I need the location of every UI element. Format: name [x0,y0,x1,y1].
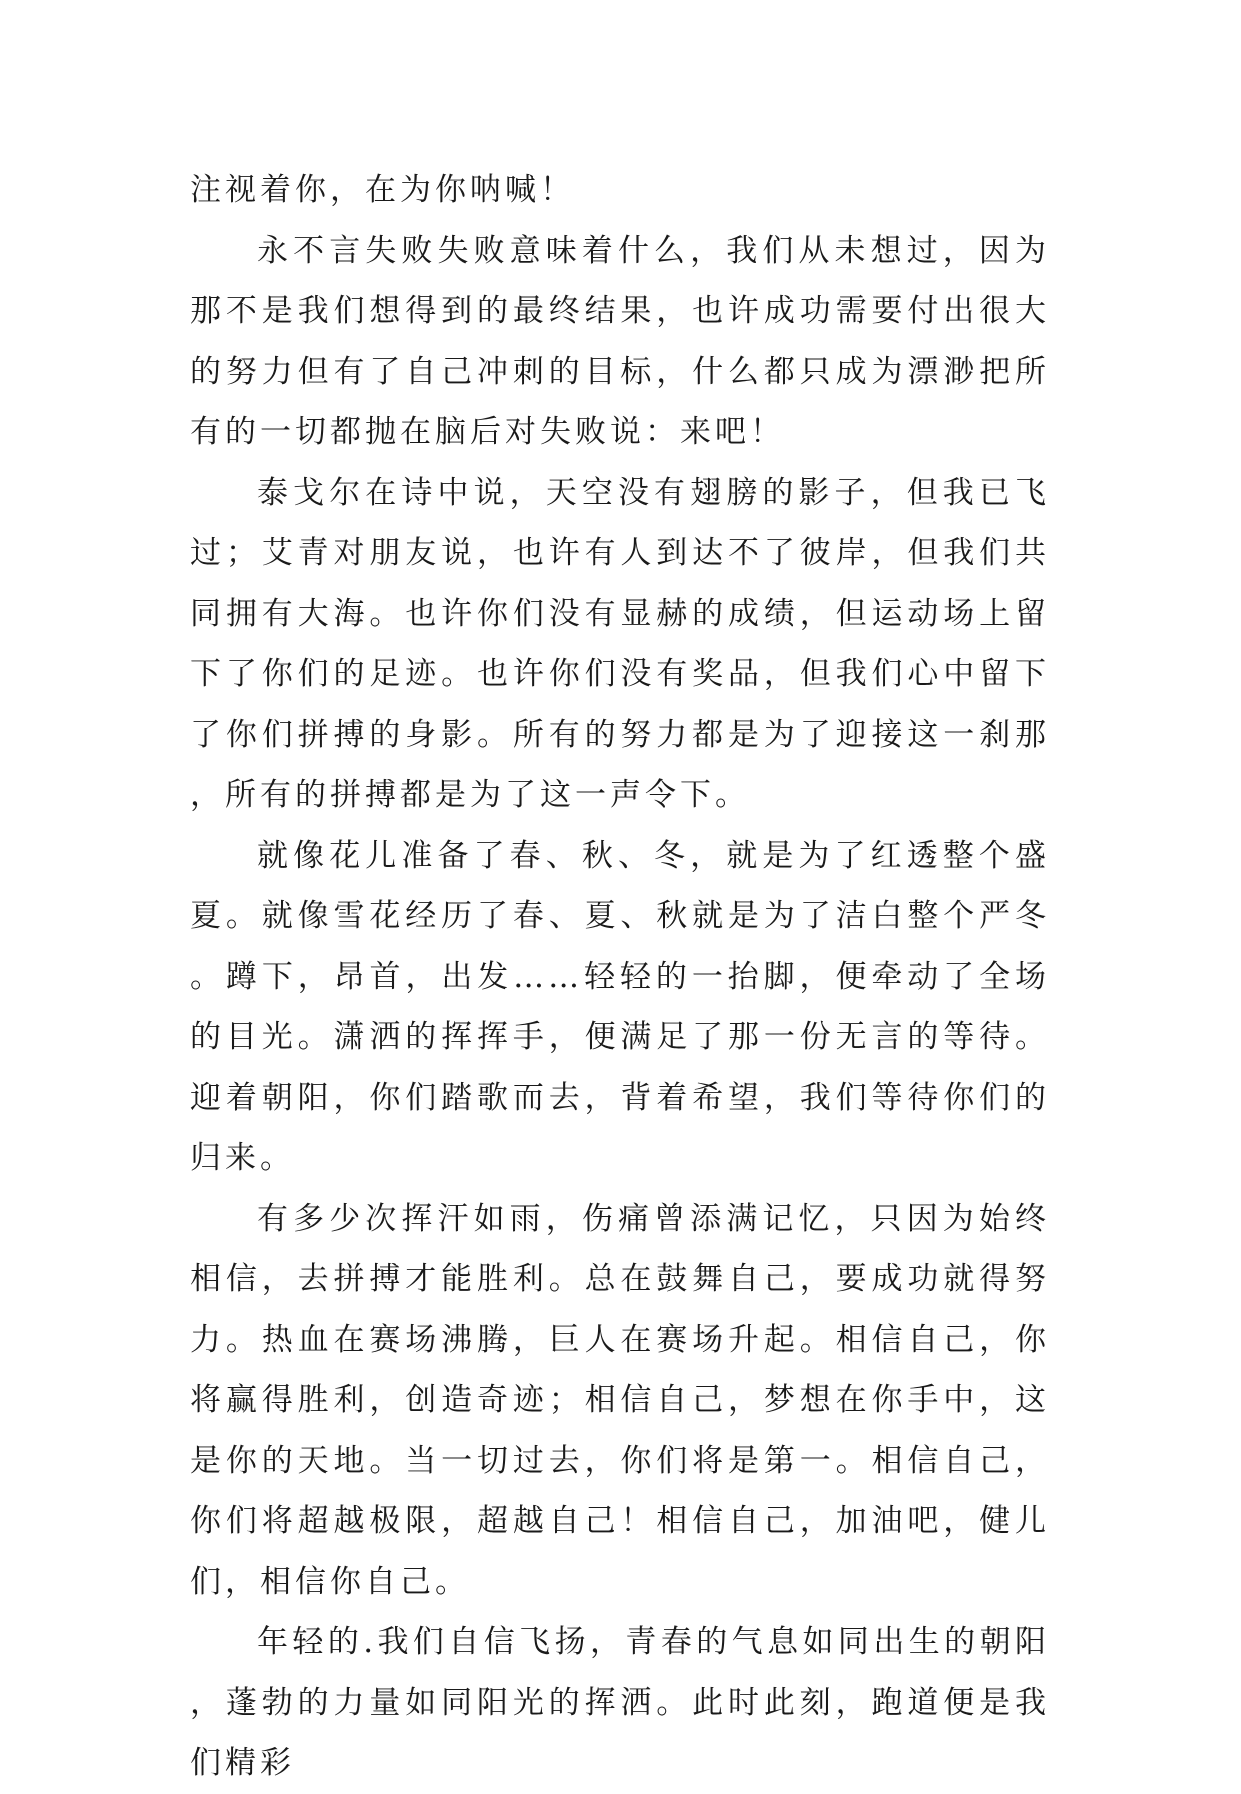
paragraph-1: 注视着你，在为你呐喊！ [190,172,575,208]
document-body [190,160,1050,1794]
paragraph-4: 就像花儿准备了春、秋、冬，就是为了红透整个盛夏。就像雪花经历了春、夏、秋就是为了洁白整个严冬。蹲下，昂首，出发……轻轻的一抬脚，便牵动了全场的目光。潇洒的挥挥手，便满足了那一份无言的等待。迎着朝阳，你们踏歌而去，背着希望，我们等待你们的归来。 [190,837,1050,1176]
paragraph-6: 年轻的.我们自信飞扬，青春的气息如同出生的朝阳，蓬勃的力量如同阳光的挥洒。此时此刻，跑道便是我们精彩 [190,1624,1050,1781]
paragraph-5: 有多少次挥汗如雨，伤痛曾添满记忆，只因为始终相信，去拼搏才能胜利。总在鼓舞自己，要成功就得努力。热血在赛场沸腾，巨人在赛场升起。相信自己，你将赢得胜利，创造奇迹；相信自己，梦想在你手中，这是你的天地。当一切过去，你们将是第一。相信自己，你们将超越极限，超越自己！相信自己，加油吧，健儿们，相信你自己。 [190,1200,1050,1600]
paragraph-2: 永不言失败失败意味着什么，我们从未想过，因为那不是我们想得到的最终结果，也许成功需要付出很大的努力但有了自己冲刺的目标，什么都只成为漂渺把所有的一切都抛在脑后对失败说：来吧！ [190,232,1050,450]
paragraph-3: 泰戈尔在诗中说，天空没有翅膀的影子，但我已飞过；艾青对朋友说，也许有人到达不了彼岸，但我们共同拥有大海。也许你们没有显赫的成绩，但运动场上留下了你们的足迹。也许你们没有奖品，但我们心中留下了你们拼搏的身影。所有的努力都是为了迎接这一刹那，所有的拼搏都是为了这一声令下。 [190,474,1050,813]
